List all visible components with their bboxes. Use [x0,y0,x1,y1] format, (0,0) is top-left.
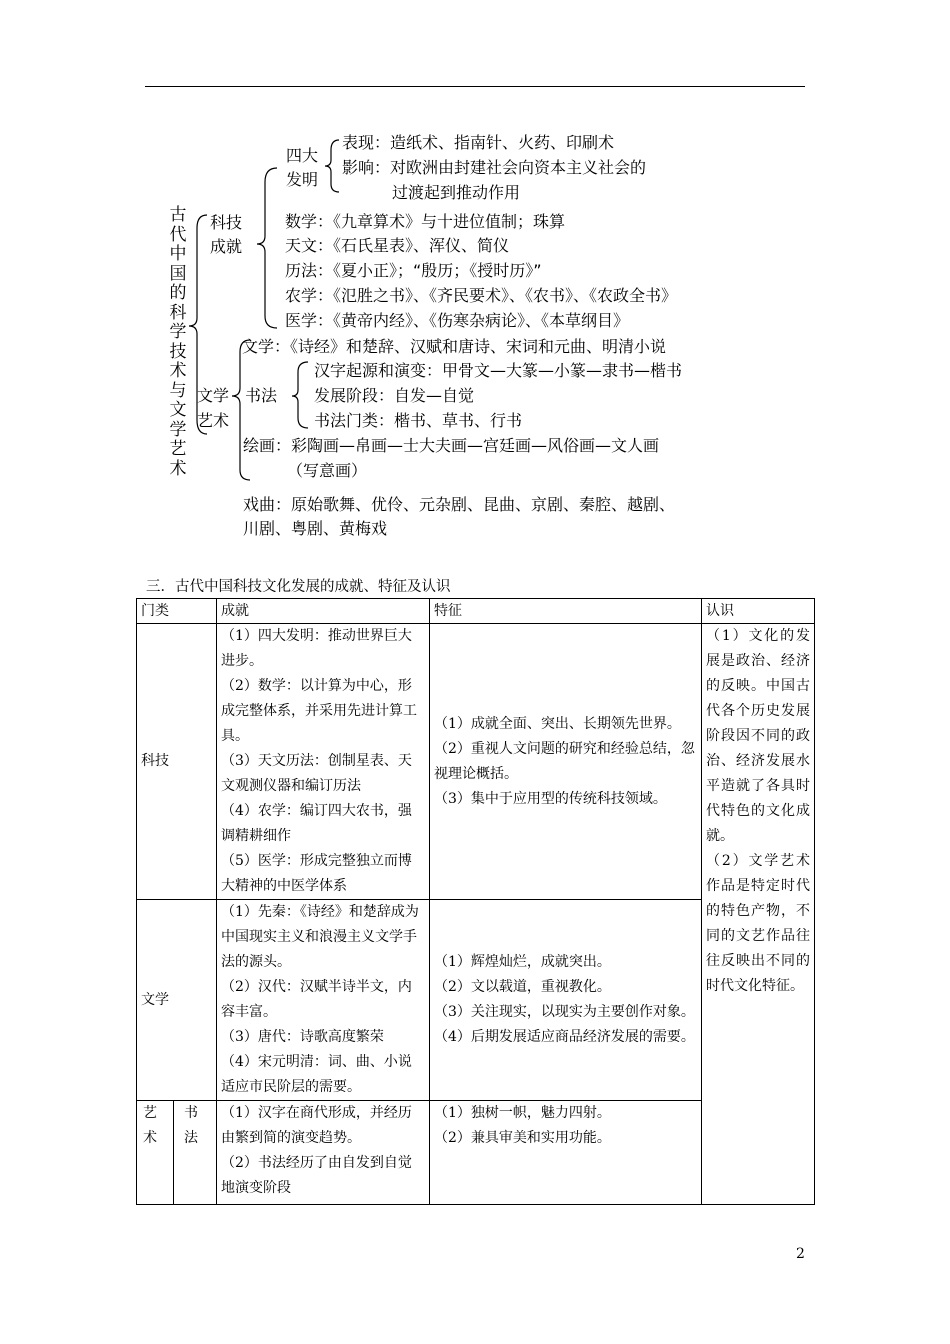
wenxue-achievement-3: （3）唐代：诗歌高度繁荣 [221,1029,384,1045]
diagram-root-title: 古代中国的科学技术与文学艺术 [169,205,187,479]
keji-achievement-5: （5）医学：形成完整独立而博大精神的中医学体系 [221,853,412,894]
yishu-feature-1: （1）独树一帜，魅力四射。 [434,1105,611,1121]
wenyi-huihua-2: （写意画） [287,461,368,480]
keji-feature-3: （3）集中于应用型的传统科技领域。 [434,790,667,807]
yishu-features [430,1101,702,1205]
wenyi-xiqu-2: 川剧、粤剧、黄梅戏 [243,519,388,538]
table-header-row [137,599,815,624]
category-keji: 科技 [137,624,217,900]
branch-wenyi: 文学 艺术 [197,386,230,430]
keji-brace [257,168,277,328]
wenxue-feature-1: （1）辉煌灿烂，成就突出。 [434,954,611,970]
wenxue-achievement-1: （1）先秦：《诗经》和楚辞成为中国现实主义和浪漫主义文学手法的源头。 [221,904,419,970]
page-number: 2 [796,1246,805,1262]
top-rule [145,86,805,87]
keji-yixue: 医学：《黄帝内经》、《伤寒杂病论》、《本草纲目》 [285,311,630,330]
shufa-item-1: 汉字起源和演变：甲骨文—大篆—小篆—隶书—楷书 [314,361,683,380]
sida-biaoxian: 表现：造纸术、指南针、火药、印刷术 [342,133,615,152]
keji-features [430,624,702,900]
keji-achievements [217,624,430,900]
yishu-achievements [217,1101,430,1205]
yishu-achievement-2: （2）书法经历了由自发到自觉地演变阶段 [221,1155,412,1196]
sida-brace [325,140,339,192]
keji-achievement-3: （3）天文历法：创制星表、天文观测仪器和编订历法 [221,753,412,794]
header-achievement: 成就 [217,599,430,624]
wenyi-xiqu-1: 戏曲：原始歌舞、优伶、元杂剧、昆曲、京剧、秦腔、越剧、 [243,495,676,514]
keji-shuxue: 数学：《九章算术》与十进位值制；珠算 [285,212,566,231]
yishu-feature-2: （2）兼具审美和实用功能。 [434,1130,611,1146]
wenyi-brace [232,340,250,480]
yishu-achievement-1: （1）汉字在商代形成，并经历由繁到简的演变趋势。 [221,1105,412,1146]
wenyi-wenxue: 文学：《诗经》和楚辞、汉赋和唐诗、宋词和元曲、明清小说 [242,337,667,356]
wenxue-feature-3: （3）关注现实，以现实为主要创作对象。 [434,1004,695,1020]
keji-lifa: 历法：《夏小正》；“殷历；《授时历》” [285,261,542,280]
wenyi-shufa-label: 书法 [245,386,278,405]
wenxue-features [430,900,702,1101]
keji-achievement-2: （2）数学：以计算为中心，形成完整体系，并采用先进计算工具。 [221,678,417,744]
keji-nongxue: 农学：《氾胜之书》、《齐民要术》、《农书》、《农政全书》 [285,286,678,305]
sida-yingxiang-1: 影响：对欧洲由封建社会向资本主义社会的 [342,158,647,177]
sida-yingxiang-2: 过渡起到推动作用 [392,183,521,202]
keji-achievement-1: （1）四大发明：推动世界巨大进步。 [221,628,412,669]
table-row-keji [137,624,815,900]
wenxue-achievement-4: （4）宋元明清：词、曲、小说适应市民阶层的需要。 [221,1054,412,1095]
wenxue-feature-4: （4）后期发展适应商品经济发展的需要。 [434,1029,695,1045]
summary-table [136,598,815,1205]
understanding-2: （2）文学艺术作品是特定时代的特色产物，不同的文艺作品往往反映出不同的时代文化特征。 [706,853,810,994]
header-category: 门类 [137,599,217,624]
wenyi-huihua-1: 绘画：彩陶画—帛画—士大夫画—宫廷画—风俗画—文人画 [243,436,660,455]
keji-feature-1: （1）成就全面、突出、长期领先世界。 [434,715,681,732]
category-yishu-shufa: 书法 [174,1101,217,1205]
wenxue-achievements [217,900,430,1101]
header-understanding: 认识 [702,599,815,624]
understanding-1: （1）文化的发展是政治、经济的反映。中国古代各个历史发展阶段因不同的政治、经济发展水平造就了各具时代特色的文化成就。 [706,628,810,844]
category-yishu: 艺术 [137,1101,174,1205]
header-feature: 特征 [430,599,702,624]
keji-feature-2: （2）重视人文问题的研究和经验总结，忽视理论概括。 [434,740,695,782]
shufa-item-2: 发展阶段：自发—自觉 [314,386,475,405]
understanding-cell [702,624,815,1205]
keji-tianwen: 天文：《石氏星表》、浑仪、简仪 [285,236,510,255]
shufa-brace [292,362,308,428]
section-title: 三．古代中国科技文化发展的成就、特征及认识 [146,579,451,595]
keji-achievement-4: （4）农学：编订四大农书，强调精耕细作 [221,803,412,844]
branch-sida: 四大 发明 [286,146,319,189]
wenxue-feature-2: （2）文以载道，重视教化。 [434,979,611,995]
category-wenxue: 文学 [137,900,217,1101]
wenxue-achievement-2: （2）汉代：汉赋半诗半文，内容丰富。 [221,979,412,1020]
branch-keji: 科技 成就 [210,213,243,256]
shufa-item-3: 书法门类：楷书、草书、行书 [314,411,523,430]
